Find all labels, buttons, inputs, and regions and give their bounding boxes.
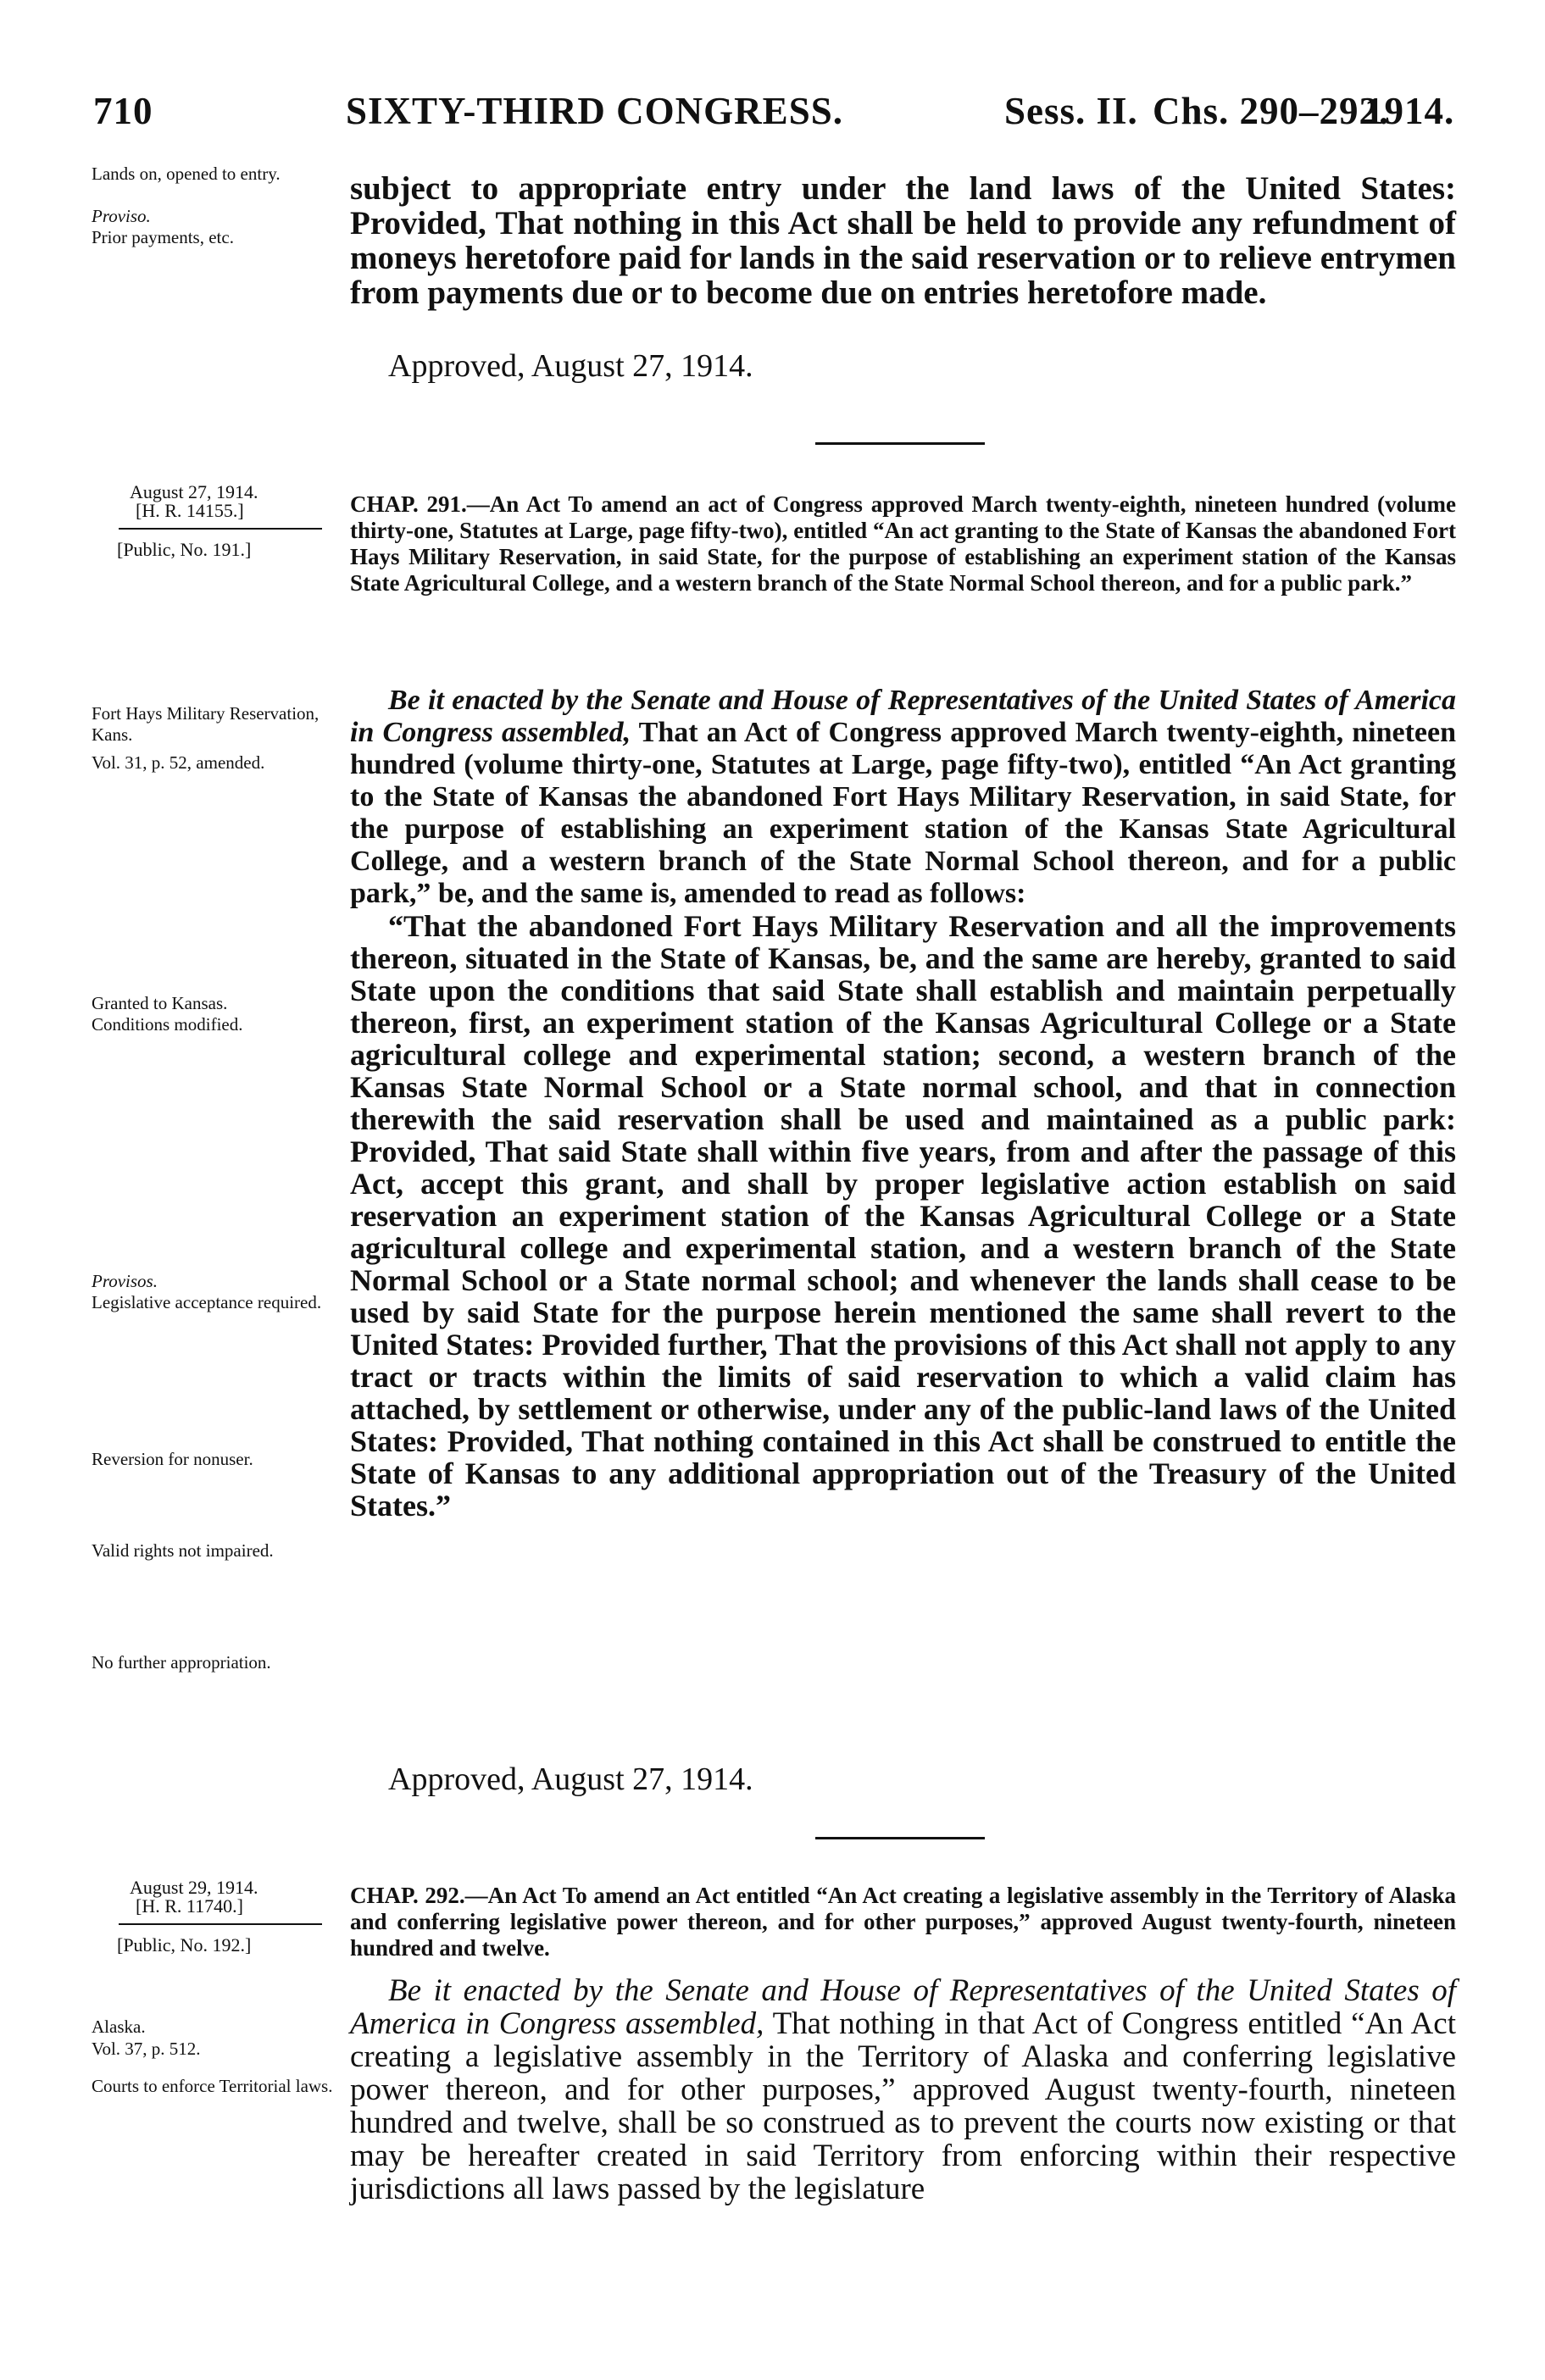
paragraph: “That the abandoned Fort Hays Military Reservation and all the improvements thereon, situated in the State of Kansas, be, and the same are hereby, granted to said State upon the conditions that said State shall establish and maintain perpetually thereon, first, an experiment station of the Kansas Agricultural College or a State agricultural college and experimental station; second, a western branch of the Kansas State Normal School or a State normal school, and that in connection therewith the said reservation shall be used and maintained as a public park: Provided, That said State shall within five years, from and after the passage of this Act, accept this grant, and shall by proper legislative action establish on said reservation an experiment station of the Kansas Agricultural College or a State agricultural college and experimental station, and a western branch of the State Normal School or a State normal school; and whenever the lands shall cease to be used by said State for the purpose herein mentioned the same shall revert to the United States: Provided further, That the provisions of this Act shall not apply to any tract or tracts within the limits of said reservation to which a valid claim has attached, by settlement or otherwise, under any of the public-land laws of the United States: Provided, That nothing contained in this Act shall be construed to entitle the State of Kansas to any additional appropriation out of the Treasury of the United States.” <box>350 909 1456 1523</box>
margin-note: Valid rights not impaired. <box>92 1540 274 1561</box>
enacting-clause: Be it enacted by the Senate and House of Representatives of the United States of America in Congress assembled, <box>350 685 1456 748</box>
section-290-text: subject to appropriate entry under the land laws of the United States: Provided, That nothing in this Act shall be held to provide any refundment of moneys heretofore paid for lands in the said reservation or to relieve entrymen from payments due or to become due on entries heretofore made. <box>350 170 1456 311</box>
margin-note: No further appropriation. <box>92 1652 271 1673</box>
margin-note: Lands on, opened to entry. <box>92 164 281 184</box>
page-number: 710 <box>93 90 153 132</box>
enacting-clause: Be it enacted by the Senate and House of Representatives of the United States of America in Congress assembled, <box>350 1973 1456 2041</box>
margin-note: Prior payments, etc. <box>92 227 234 247</box>
chapter-292-body <box>350 1974 1456 2205</box>
public-law-number: [Public, No. 192.] <box>117 1934 252 1956</box>
approved-291: Approved, August 27, 1914. <box>388 1761 753 1797</box>
paragraph: That an Act of Congress approved March twenty-eighth, nineteen hundred (volume thirty-one, Statutes at Large, page fifty-two), entitled “An Act granting to the State of Kansas the abandoned Fort Hays Military Reservation, in said State, for the purpose of establishing an experiment station of the Kansas State Agricultural College, and a western branch of the State Normal School thereon, and for a public park,” be, and the same is, amended to read as follows: <box>350 717 1457 909</box>
chapter-date: August 27, 1914. <box>130 481 258 502</box>
running-header <box>93 89 1455 140</box>
margin-note: Alaska. <box>92 2017 146 2037</box>
margin-note: Granted to Kansas. <box>92 993 228 1013</box>
approved-290: Approved, August 27, 1914. <box>388 348 753 384</box>
margin-note: Vol. 31, p. 52, amended. <box>92 752 265 773</box>
chapter-date: August 29, 1914. <box>130 1877 258 1898</box>
margin-note: Proviso. <box>92 206 151 226</box>
public-law-number: [Public, No. 191.] <box>117 539 252 560</box>
chapter-291-body <box>350 685 1456 1522</box>
session-label: Sess. II. <box>1004 90 1138 132</box>
citation-rule <box>119 1923 322 1925</box>
year-label: 1914. <box>1364 90 1455 132</box>
bill-number: [H. R. 14155.] <box>136 500 244 521</box>
margin-note: Reversion for nonuser. <box>92 1449 253 1469</box>
chapter-291-title: CHAP. 291.—An Act To amend an act of Congress approved March twenty-eighth, nineteen hundred (volume thirty-one, Statutes at Large, page fifty-two), entitled “An act granting to the State of Kansas the abandoned Fort Hays Military Reservation, in said State, for the purpose of establishing an experiment station of the Kansas State Agricultural College, and a western branch of the State Normal School thereon, and for a public park.” <box>350 491 1456 596</box>
section-divider <box>815 1837 985 1839</box>
margin-note: Legislative acceptance required. <box>92 1292 322 1312</box>
paragraph: That nothing in that Act of Congress entitled “An Act creating a legislative assembly in the Territory of Alaska and conferring legislative power thereon, and for other purposes,” approved August twenty-fourth, nineteen hundred and twelve, shall be so construed as to prevent the courts now existing or that may be hereafter created in said Territory from enforcing within their respective jurisdictions all laws passed by the legislature <box>350 2006 1456 2206</box>
margin-note: Conditions modified. <box>92 1014 243 1035</box>
section-divider <box>815 442 985 445</box>
chapters-label: Chs. 290–292. <box>1153 90 1390 132</box>
bill-number: [H. R. 11740.] <box>136 1895 243 1917</box>
chapter-292-title: CHAP. 292.—An Act To amend an Act entitled “An Act creating a legislative assembly in the Territory of Alaska and conferring legislative power thereon, and for other purposes,” approved August twenty-fourth, nineteen hundred and twelve. <box>350 1883 1456 1961</box>
margin-note: Fort Hays Military Reservation, Kans. <box>92 703 320 745</box>
margin-note: Vol. 37, p. 512. <box>92 2039 201 2059</box>
margin-note: Provisos. <box>92 1271 158 1291</box>
congress-title: SIXTY-THIRD CONGRESS. <box>346 90 843 132</box>
citation-rule <box>119 528 322 530</box>
margin-note: Courts to enforce Territorial laws. <box>92 2076 333 2096</box>
